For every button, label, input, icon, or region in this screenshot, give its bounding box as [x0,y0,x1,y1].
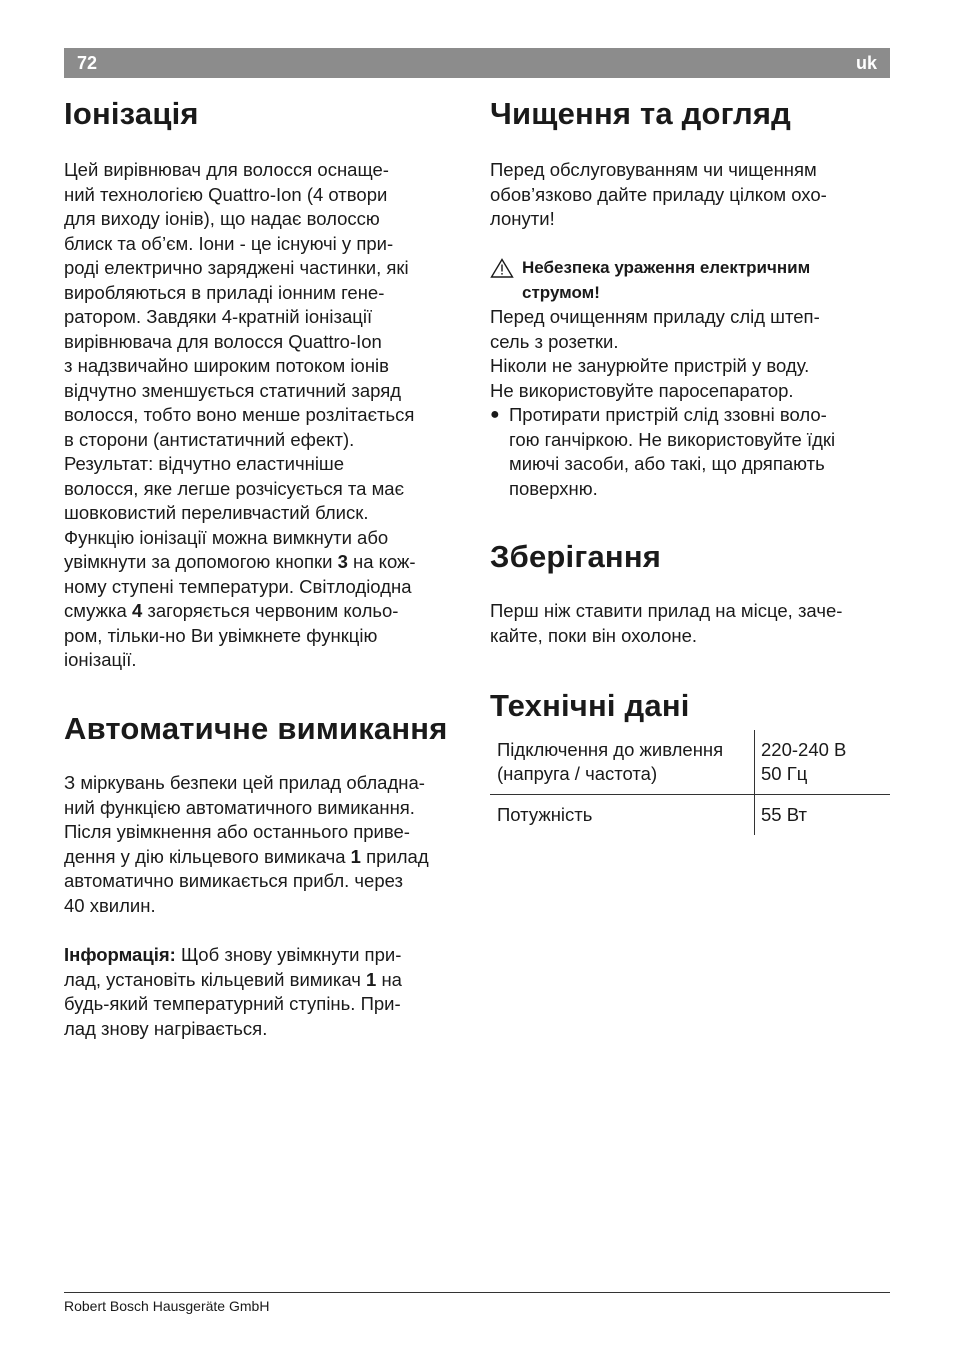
text-line: обов’язково дайте приладу цілком охо- [490,183,827,205]
text-line [64,599,416,624]
text-line: блиск та об’єм. Іони - це існуючі у при- [64,232,394,254]
warning-title-line: Небезпека ураження електричним [522,258,811,277]
text-fragment: увімкнути за допомогою кнопки [64,551,338,572]
text-line: Ніколи не занурюйте пристрій у воду. [490,355,810,376]
text-line: волосся, яке легше розчісується та має [64,477,405,499]
text-line: роді електрично заряджені частинки, які [64,257,409,278]
table-cell-label: (напруга / частота) [497,763,658,784]
text-line: будь-який температурний ступінь. При- [64,993,401,1014]
text-line: вирівнювача для волосся Quattro-Ion [64,330,382,352]
text-line: Результат: відчутно еластичніше [64,453,345,474]
storage-title: Зберігання [490,539,662,574]
warning-heading [490,256,890,306]
text-line: волосся, тобто воно менше розлітається [64,404,415,425]
technical-title: Технічні дані [490,688,690,723]
table-divider [490,794,890,795]
text-line: Після увімкнення або останнього приве- [64,821,410,842]
text-line: ному ступені температури. Світлодіодна [64,575,412,597]
auto-off-info [64,943,402,1041]
text-line: лонути! [490,208,555,229]
text-line: в сторони (антистатичний ефект). [64,428,355,450]
storage-text [490,599,842,648]
text-line: лад знову нагрівається. [64,1017,268,1039]
text-line: кайте, поки він охолоне. [490,624,698,646]
table-cell-value: 50 Гц [761,763,808,784]
auto-off-title: Автоматичне вимикання [64,711,448,746]
footer-company: Robert Bosch Hausgeräte GmbH [64,1298,270,1314]
page-number: 72 [77,53,98,73]
text-line: автоматично вимикається прибл. через [64,870,403,891]
text-line: шовковистий переливчастий блиск. [64,502,369,523]
text-line: З міркувань безпеки цей прилад обладна- [64,772,425,793]
text-fragment: прилад [360,845,429,867]
text-line: з надзвичайно широким потоком іонів [64,355,389,376]
cleaning-title: Чищення та догляд [490,96,792,131]
ionization-title: Іонізація [64,96,199,131]
cleaning-intro [490,158,827,232]
text-line: Цей вирівнювач для волосся оснаще- [64,159,389,180]
text-line: Протирати пристрій слід ззовні воло- [509,404,827,425]
text-line: Функцію іонізації можна вимкнути або [64,526,389,548]
text-fragment: лад, установіть кільцевий вимикач [64,968,367,990]
warning-title-line: струмом! [522,283,600,302]
text-line: ром, тільки-но Ви увімкнете функцію [64,624,378,646]
warning-triangle-icon [490,258,514,278]
text-line [64,845,429,870]
text-line: ний функцією автоматичного вимикання. [64,796,415,818]
technical-data-table [490,730,890,835]
cleaning-bullet [490,403,890,503]
text-line: поверхню. [509,477,598,499]
table-divider [754,730,755,835]
led-number-ref: 4 [131,600,143,621]
text-fragment: на [376,968,402,990]
text-line: гою ганчіркою. Не використовуйте їдкі [509,428,836,450]
warning-text [490,305,820,403]
text-line: сель з розетки. [490,330,619,352]
text-line [64,968,402,993]
table-cell-value: 220-240 В [761,739,847,760]
auto-off-text [64,771,429,918]
ionization-text [64,158,416,673]
language-code: uk [855,53,877,73]
text-line: ний технологією Quattro-Ion (4 отвори [64,183,388,205]
text-line [64,550,416,575]
bullet-icon: ● [490,406,500,423]
text-line: Перед очищенням приладу слід штеп- [490,306,820,327]
text-line: іонізації. [64,649,137,670]
table-cell-label: Підключення до живлення [497,739,724,760]
text-line: відчутно зменшується статичний заряд [64,379,402,401]
text-line: для виходу іонів), що надає волоссю [64,208,380,229]
switch-number-ref: 1 [350,845,361,867]
text-line: Перш ніж ставити прилад на місце, заче- [490,600,843,621]
text-fragment: загоряється червоним кольо- [142,600,399,621]
text-line: Перед обслуговуванням чи чищенням [490,159,817,180]
text-fragment: смужка [64,600,132,621]
button-number-ref: 3 [337,551,348,572]
text-line: миючі засоби, або такі, що дряпають [509,453,825,474]
text-line: виробляються в приладі іонним гене- [64,281,385,303]
bullet-text [509,403,835,501]
text-line: 40 хвилин. [64,894,156,916]
text-line: ратором. Завдяки 4-кратній іонізації [64,306,373,327]
text-fragment: на кож- [347,551,416,572]
text-line: Не використовуйте паросепаратор. [490,379,794,401]
info-label: Інформація: [64,944,176,965]
switch-number-ref: 1 [366,968,377,990]
text-fragment: дення у дію кільцевого вимикача [64,845,351,867]
footer-divider [64,1292,890,1293]
page-header-bar [64,48,890,78]
text-line [64,943,402,968]
table-cell-value: 55 Вт [761,804,807,825]
text-fragment: Щоб знову увімкнути при- [175,944,402,965]
table-cell-label: Потужність [497,804,593,825]
